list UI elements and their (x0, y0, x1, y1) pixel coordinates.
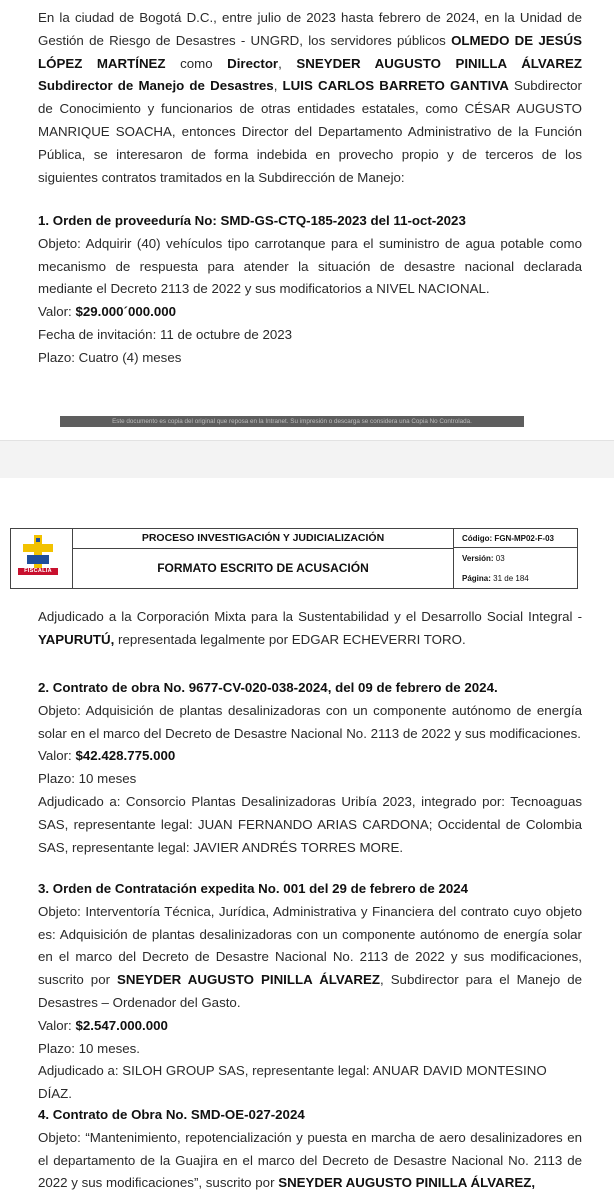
fiscalia-label: FISCALÍA (18, 568, 58, 575)
document-header-table (10, 528, 578, 589)
item-1-fecha: Fecha de invitación: 11 de octubre de 2023 (38, 326, 293, 342)
page-separator (0, 440, 614, 480)
adjudicado-yapurutu: Adjudicado a la Corporación Mixta para la Sustentabilidad y el Desarrollo Social Integral - YAPURUTÚ, representada legalmente por EDGAR ECHEVERRI TORO. (38, 609, 582, 647)
intro-paragraph: En la ciudad de Bogotá D.C., entre julio de 2023 hasta febrero de 2024, en la Unidad de Gestión de Riesgo de Desastres - UNGRD, los servidores públicos OLMEDO DE JESÚS LÓPEZ MARTÍNEZ como Director, SNEYDER AUGUSTO PINILLA ÁLVAREZ Subdirector de Manejo de Desastres, LUIS CARLOS BARRETO GANTIVA Subdirector de Conocimiento y funcionarios de otras entidades estatales, como CÉSAR AUGUSTO MANRIQUE SOACHA, entonces Director del Departamento Administrativo de la Función Pública, se interesaron de forma indebida en provecho propio y de terceros de los siguientes contratos tramitados en la Subdirección de Manejo: (38, 10, 583, 185)
uncontrolled-copy-note: Este documento es copia del original que reposa en la Intranet. Su impresión o descarga se considera una Copia No Controlada. (60, 416, 524, 427)
item-1-objeto: Objeto: Adquirir (40) vehículos tipo carrotanque para el suministro de agua potable como mecanismo de respuesta para atender la situación de desastre nacional declarada mediante el Decreto 2113 de 2022 y sus modificatorios a NIVEL NACIONAL. (38, 235, 582, 297)
fiscalia-emblem-icon (23, 535, 53, 569)
item-4-objeto: Objeto: “Mantenimiento, repotencialización y puesta en marcha de aero desalinizadores en el departamento de la Guajira en el marco del Decreto de Desastre Nacional No. 2113 de 2022 y sus modificaciones”, suscrito por SNEYDER AUGUSTO PINILLA ÁLVAREZ, (38, 1129, 582, 1191)
item-2-title: 2. Contrato de obra No. 9677-CV-020-038-2024, del 09 de febrero de 2024. (38, 680, 498, 695)
item-1-plazo: Plazo: Cuatro (4) meses (38, 349, 182, 365)
name-olmedo: OLMEDO DE JESÚS LÓPEZ MARTÍNEZ (38, 32, 582, 71)
item-3 (38, 878, 582, 1106)
header-version: Versión: 03 (462, 554, 505, 563)
item-4 (38, 1104, 582, 1195)
name-luis-carlos: LUIS CARLOS BARRETO GANTIVA (282, 78, 509, 94)
item-4-title: 4. Contrato de Obra No. SMD-OE-027-2024 (38, 1107, 305, 1122)
header-proceso: PROCESO INVESTIGACIÓN Y JUDICIALIZACIÓN (73, 529, 454, 549)
document-page-1 (0, 0, 614, 440)
document-page-2 (0, 478, 614, 1200)
item-2-plazo: Plazo: 10 meses (38, 771, 137, 787)
fiscalia-logo (11, 529, 73, 588)
item-2-objeto: Objeto: Adquisición de plantas desalinizadoras con un componente autónomo de energía solar en el marco del Decreto de Desastre Nacional No. 2113 de 2022 y sus modificaciones. (38, 702, 582, 741)
item-2-valor: Valor: $42.428.775.000 (38, 748, 176, 764)
item-3-title: 3. Orden de Contratación expedita No. 001 del 29 de febrero de 2024 (38, 881, 469, 896)
item-3-objeto: Objeto: Interventoría Técnica, Jurídica, Administrativa y Financiera del contrato cuyo objeto es: Adquisición de plantas desalinizadoras con un componente autónomo de energía solar en el marco del Decreto de Desastre Nacional No. 2113 de 2022 y sus modificaciones, suscrito por SNEYDER AUGUSTO PINILLA ÁLVAREZ, Subdirector para el Manejo de Desastres – Ordenador del Gasto. (38, 903, 582, 1010)
item-1 (38, 210, 582, 370)
header-formato: FORMATO ESCRITO DE ACUSACIÓN (73, 549, 454, 588)
item-1-title: 1. Orden de proveeduría No: SMD-GS-CTQ-185-2023 del 11-oct-2023 (38, 213, 466, 228)
header-pagina: Página: 31 de 184 (462, 574, 529, 583)
header-codigo: Código: FGN-MP02-F-03 (454, 529, 577, 548)
item-3-valor: Valor: $2.547.000.000 (38, 1017, 168, 1033)
item-3-adjudicado: Adjudicado a: SILOH GROUP SAS, representante legal: ANUAR DAVID MONTESINO DÍAZ. (38, 1063, 547, 1102)
item-2-adjudicado: Adjudicado a: Consorcio Plantas Desalinizadoras Uribía 2023, integrado por: Tecnoaguas SAS, representante legal: JUAN FERNANDO ARIAS CARDONA; Occidental de Colombia SAS, representante legal: JAVIER ANDRÉS TORRES MORE. (38, 793, 582, 855)
item-2 (38, 677, 582, 859)
item-1-valor: Valor: $29.000´000.000 (38, 304, 177, 320)
name-sneyder: SNEYDER AUGUSTO PINILLA ÁLVAREZ Subdirector de Manejo de Desastres (38, 55, 583, 94)
item-3-plazo: Plazo: 10 meses. (38, 1040, 140, 1056)
